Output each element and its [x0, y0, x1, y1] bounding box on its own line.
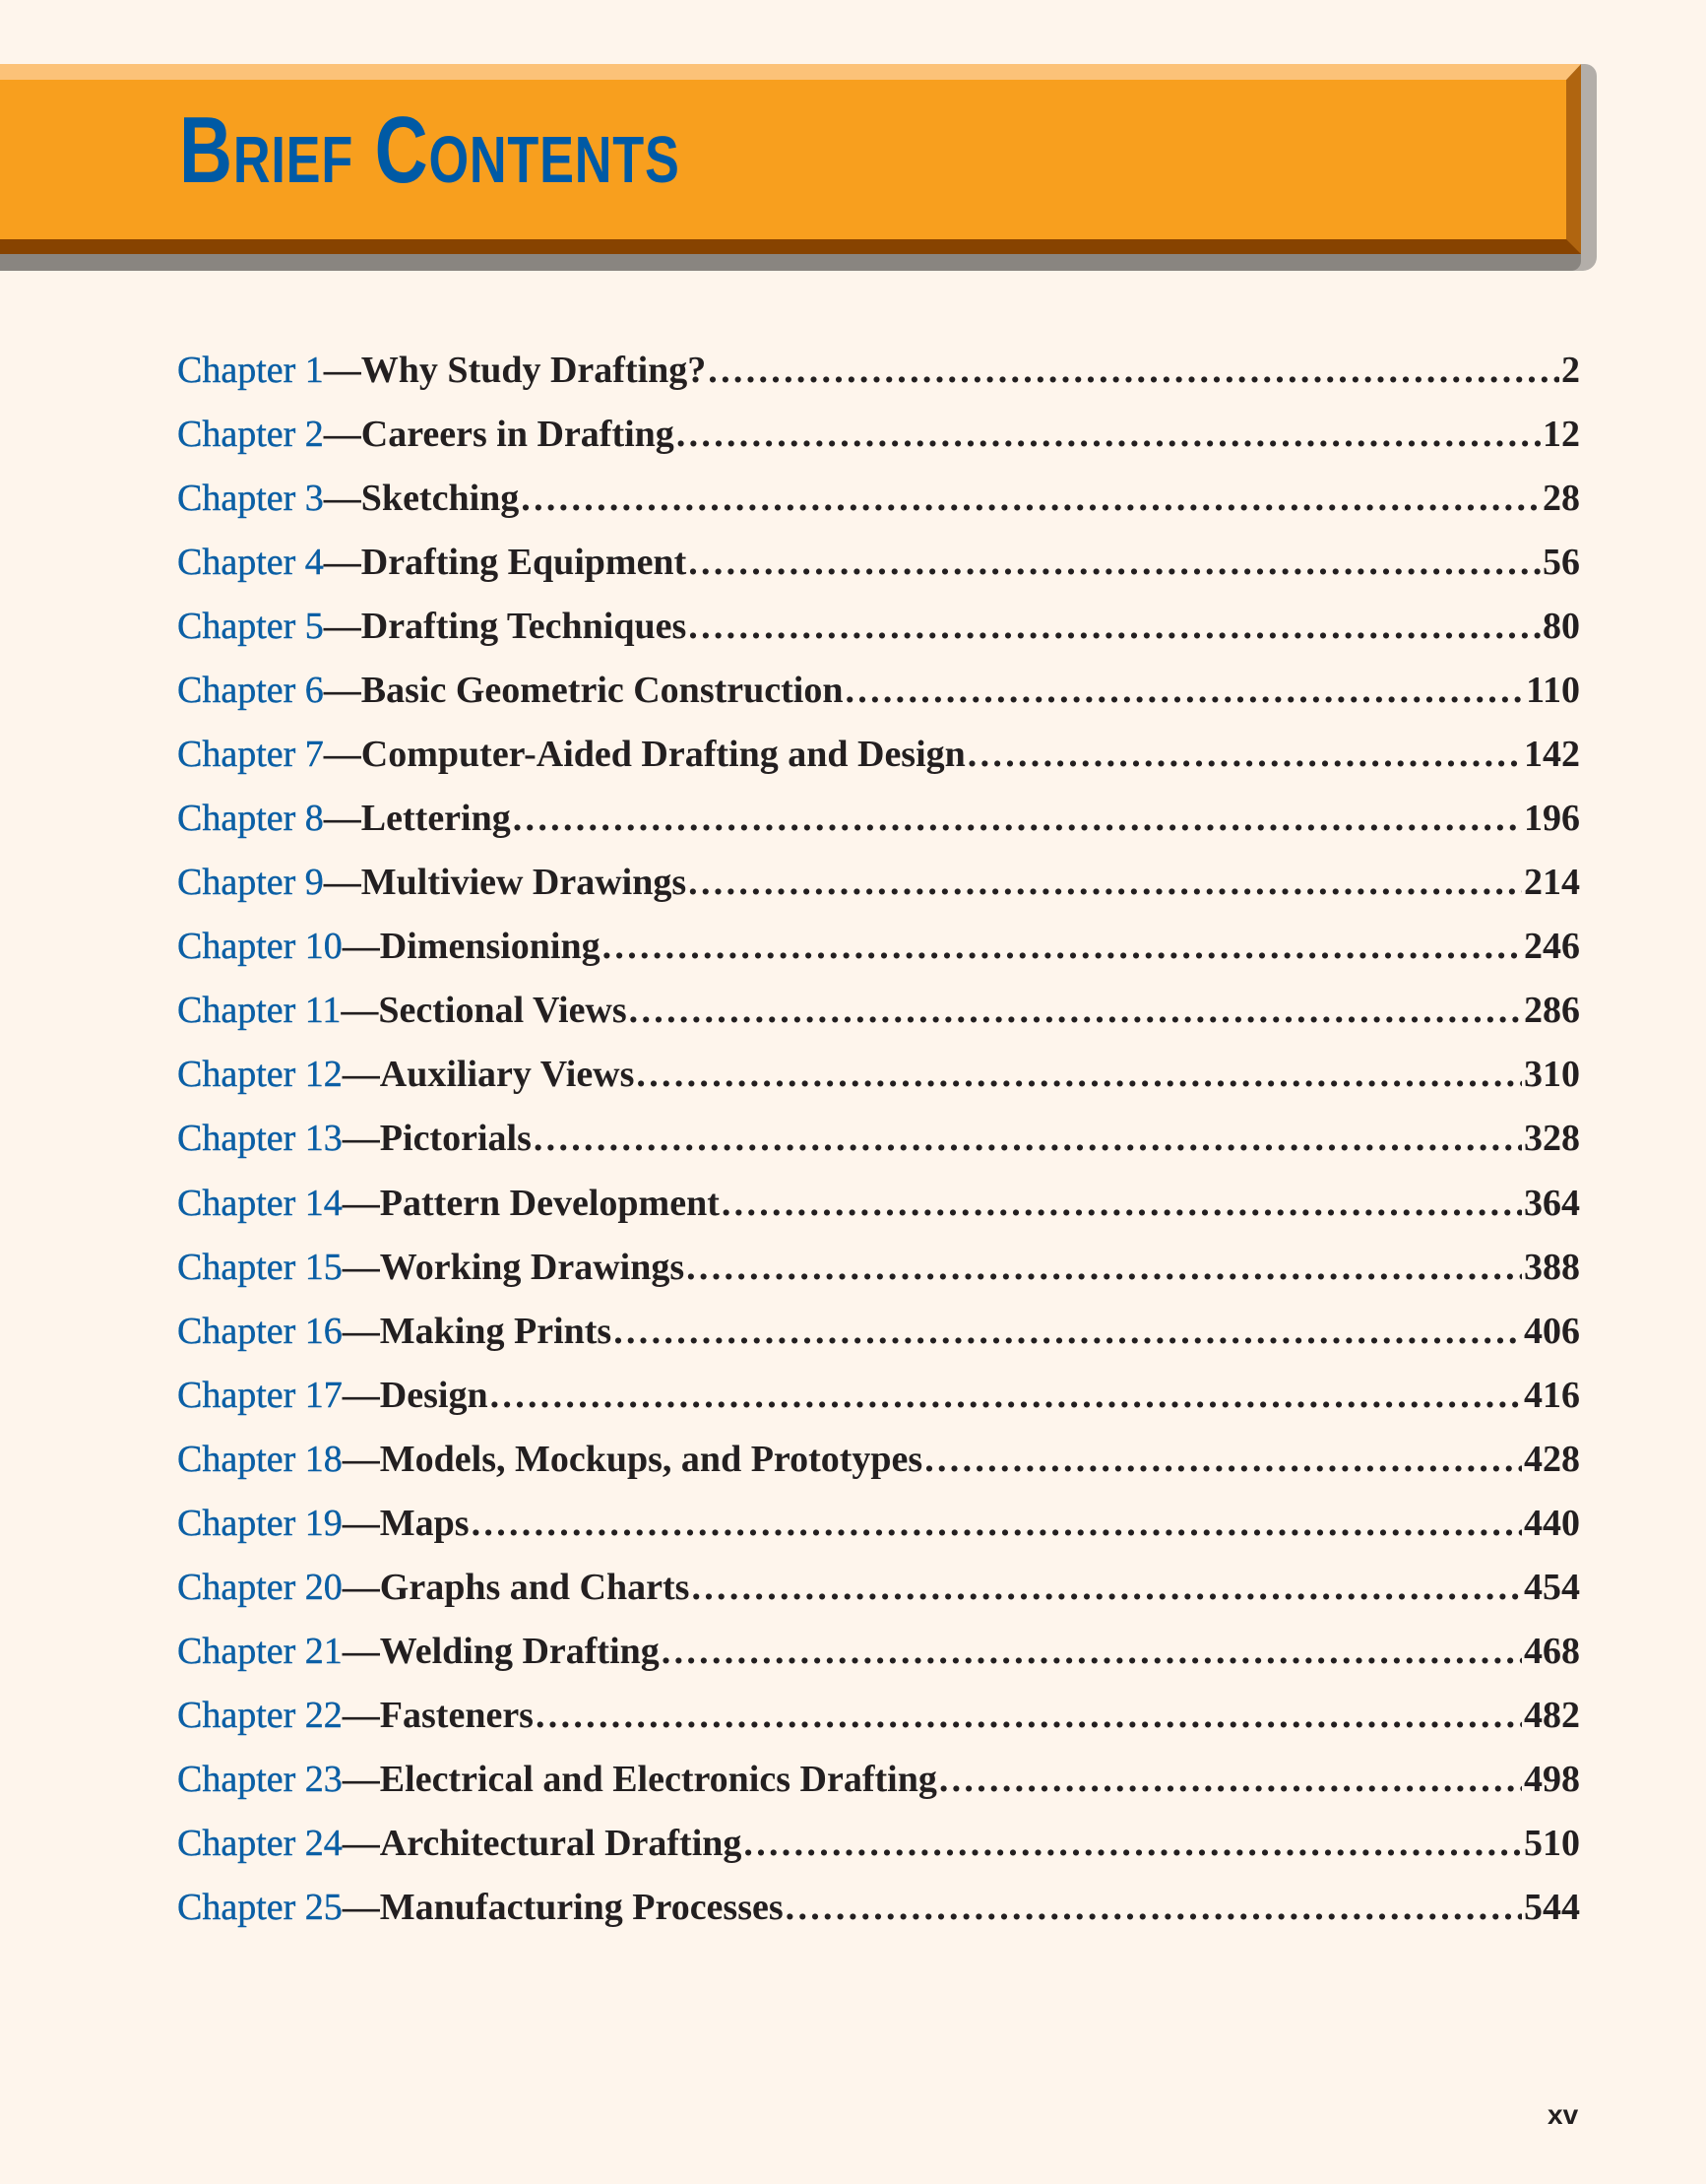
- chapter-label: Chapter 19: [177, 1502, 343, 1544]
- chapter-label: Chapter 17: [177, 1374, 343, 1416]
- toc-entry[interactable]: [177, 1566, 1580, 1615]
- em-dash: —: [342, 1694, 380, 1736]
- em-dash: —: [323, 350, 361, 391]
- toc-entry[interactable]: [177, 1374, 1580, 1423]
- dot-leader: [686, 1246, 1522, 1289]
- chapter-title: Fasteners: [379, 1694, 534, 1736]
- toc-entry[interactable]: [177, 1886, 1580, 1935]
- em-dash: —: [342, 926, 380, 968]
- dot-leader: [939, 1758, 1522, 1801]
- chapter-title: Why Study Drafting?: [360, 350, 707, 391]
- toc-entry[interactable]: [177, 1438, 1580, 1487]
- em-dash: —: [342, 1886, 380, 1928]
- em-dash: —: [342, 1054, 380, 1096]
- toc-entry[interactable]: [177, 413, 1580, 462]
- toc-entry[interactable]: [177, 349, 1580, 398]
- toc-entry[interactable]: [177, 477, 1580, 526]
- toc-entry[interactable]: [177, 669, 1580, 718]
- toc-entry[interactable]: [177, 925, 1580, 974]
- chapter-label: Chapter 24: [177, 1822, 343, 1864]
- chapter-title: Electrical and Electronics Drafting: [379, 1758, 937, 1800]
- dot-leader: [629, 989, 1522, 1032]
- em-dash: —: [342, 1182, 380, 1224]
- toc-entry[interactable]: [177, 1502, 1580, 1551]
- chapter-label: Chapter 6: [177, 670, 324, 712]
- chapter-label: Chapter 9: [177, 862, 324, 904]
- chapter-label: Chapter 2: [177, 414, 324, 456]
- em-dash: —: [342, 1630, 380, 1672]
- chapter-label: Chapter 23: [177, 1758, 343, 1800]
- toc-entry[interactable]: [177, 1117, 1580, 1166]
- chapter-page-number: 428: [1524, 1438, 1580, 1480]
- chapter-title: Manufacturing Processes: [379, 1886, 784, 1928]
- chapter-title: Careers in Drafting: [360, 414, 674, 456]
- chapter-title: Lettering: [360, 798, 511, 840]
- em-dash: —: [323, 414, 361, 456]
- chapter-title: Sectional Views: [378, 990, 627, 1032]
- em-dash: —: [342, 1566, 380, 1608]
- chapter-page-number: 544: [1524, 1886, 1580, 1928]
- em-dash: —: [323, 862, 361, 904]
- chapter-label: Chapter 16: [177, 1310, 343, 1352]
- chapter-page-number: 416: [1524, 1374, 1580, 1416]
- chapter-title: Multiview Drawings: [360, 862, 687, 904]
- chapter-title: Basic Geometric Construction: [360, 670, 844, 712]
- dot-leader: [636, 1053, 1522, 1096]
- em-dash: —: [342, 1502, 380, 1544]
- chapter-title: Auxiliary Views: [379, 1054, 635, 1096]
- dot-leader: [472, 1502, 1522, 1545]
- page-number: xv: [1548, 2099, 1579, 2130]
- chapter-page-number: 246: [1524, 926, 1580, 968]
- toc-entry[interactable]: [177, 1246, 1580, 1295]
- chapter-label: Chapter 22: [177, 1694, 343, 1736]
- chapter-label: Chapter 1: [177, 350, 324, 391]
- chapter-label: Chapter 21: [177, 1630, 343, 1672]
- chapter-label: Chapter 14: [177, 1182, 343, 1224]
- chapter-page-number: 142: [1524, 734, 1580, 776]
- chapter-title: Dimensioning: [379, 926, 600, 968]
- em-dash: —: [342, 1310, 380, 1352]
- chapter-label: Chapter 10: [177, 926, 343, 968]
- em-dash: —: [342, 1438, 380, 1480]
- chapter-page-number: 2: [1561, 350, 1580, 391]
- dot-leader: [786, 1886, 1522, 1929]
- chapter-label: Chapter 13: [177, 1118, 343, 1160]
- chapter-page-number: 364: [1524, 1182, 1580, 1224]
- chapter-title: Working Drawings: [379, 1246, 685, 1288]
- chapter-page-number: 12: [1543, 414, 1580, 456]
- toc-entry[interactable]: [177, 1310, 1580, 1359]
- em-dash: —: [342, 1822, 380, 1864]
- dot-leader: [521, 477, 1541, 520]
- dot-leader: [688, 861, 1522, 904]
- toc-entry[interactable]: [177, 1630, 1580, 1679]
- dot-leader: [924, 1438, 1522, 1481]
- dot-leader: [691, 1566, 1522, 1609]
- banner-bevel-top: [0, 64, 1581, 80]
- chapter-page-number: 196: [1524, 798, 1580, 840]
- chapter-label: Chapter 3: [177, 478, 324, 520]
- chapter-page-number: 56: [1543, 542, 1580, 584]
- em-dash: —: [323, 798, 361, 840]
- toc-entry[interactable]: [177, 861, 1580, 910]
- chapter-page-number: 286: [1524, 990, 1580, 1032]
- dot-leader: [688, 605, 1541, 648]
- page-title: Brief Contents: [179, 97, 680, 203]
- em-dash: —: [342, 1246, 380, 1288]
- dot-leader: [743, 1822, 1522, 1865]
- chapter-page-number: 440: [1524, 1502, 1580, 1544]
- chapter-page-number: 80: [1543, 606, 1580, 648]
- dot-leader: [536, 1694, 1522, 1737]
- dot-leader: [722, 1182, 1522, 1225]
- chapter-page-number: 328: [1524, 1118, 1580, 1160]
- em-dash: —: [342, 1118, 380, 1160]
- banner-bevel-bottom: [0, 239, 1581, 254]
- chapter-title: Maps: [379, 1502, 470, 1544]
- chapter-page-number: 406: [1524, 1310, 1580, 1352]
- chapter-label: Chapter 18: [177, 1438, 343, 1480]
- toc-entry[interactable]: [177, 1758, 1580, 1807]
- dot-leader: [513, 797, 1522, 840]
- chapter-page-number: 310: [1524, 1054, 1580, 1096]
- chapter-title: Architectural Drafting: [379, 1822, 742, 1864]
- dot-leader: [534, 1117, 1522, 1160]
- chapter-label: Chapter 25: [177, 1886, 343, 1928]
- chapter-title: Welding Drafting: [379, 1630, 660, 1672]
- em-dash: —: [342, 1758, 380, 1800]
- toc-entry[interactable]: [177, 1182, 1580, 1231]
- chapter-label: Chapter 8: [177, 798, 324, 840]
- toc-entry[interactable]: [177, 733, 1580, 782]
- em-dash: —: [323, 670, 361, 712]
- chapter-label: Chapter 20: [177, 1566, 343, 1608]
- chapter-title: Pictorials: [379, 1118, 532, 1160]
- toc-entry[interactable]: [177, 1694, 1580, 1743]
- em-dash: —: [342, 1374, 380, 1416]
- em-dash: —: [323, 478, 361, 520]
- chapter-title: Graphs and Charts: [379, 1566, 690, 1608]
- chapter-label: Chapter 7: [177, 734, 324, 776]
- chapter-label: Chapter 12: [177, 1054, 343, 1096]
- chapter-page-number: 510: [1524, 1822, 1580, 1864]
- toc-entry[interactable]: [177, 541, 1580, 590]
- dot-leader: [613, 1310, 1522, 1353]
- em-dash: —: [323, 606, 361, 648]
- chapter-label: Chapter 15: [177, 1246, 343, 1288]
- chapter-title: Drafting Techniques: [360, 606, 687, 648]
- chapter-page-number: 498: [1524, 1758, 1580, 1800]
- toc-entry[interactable]: [177, 797, 1580, 846]
- header-banner: [0, 64, 1597, 271]
- chapter-page-number: 468: [1524, 1630, 1580, 1672]
- chapter-page-number: 454: [1524, 1566, 1580, 1608]
- dot-leader: [662, 1630, 1522, 1673]
- chapter-page-number: 482: [1524, 1694, 1580, 1736]
- chapter-title: Drafting Equipment: [360, 542, 687, 584]
- dot-leader: [708, 349, 1559, 392]
- toc-entry[interactable]: [177, 605, 1580, 654]
- chapter-label: Chapter 5: [177, 606, 324, 648]
- chapter-title: Making Prints: [379, 1310, 612, 1352]
- chapter-page-number: 388: [1524, 1246, 1580, 1288]
- dot-leader: [602, 925, 1522, 968]
- chapter-title: Pattern Development: [379, 1182, 720, 1224]
- em-dash: —: [323, 542, 361, 584]
- chapter-page-number: 214: [1524, 862, 1580, 904]
- dot-leader: [845, 669, 1524, 712]
- dot-leader: [968, 733, 1522, 776]
- chapter-title: Computer-Aided Drafting and Design: [360, 734, 966, 776]
- dot-leader: [490, 1374, 1522, 1417]
- dot-leader: [688, 541, 1541, 584]
- dot-leader: [676, 413, 1541, 456]
- toc-entry[interactable]: [177, 989, 1580, 1038]
- chapter-page-number: 110: [1526, 670, 1580, 712]
- chapter-title: Sketching: [360, 478, 520, 520]
- banner-shadow-bottom: [0, 254, 1581, 271]
- chapter-title: Design: [379, 1374, 488, 1416]
- em-dash: —: [341, 990, 379, 1032]
- banner-bevel-right: [1566, 64, 1581, 254]
- chapter-page-number: 28: [1543, 478, 1580, 520]
- em-dash: —: [323, 734, 361, 776]
- toc-entry[interactable]: [177, 1822, 1580, 1871]
- chapter-title: Models, Mockups, and Prototypes: [379, 1438, 923, 1480]
- toc-entry[interactable]: [177, 1053, 1580, 1102]
- chapter-label: Chapter 11: [177, 990, 342, 1032]
- chapter-label: Chapter 4: [177, 542, 324, 584]
